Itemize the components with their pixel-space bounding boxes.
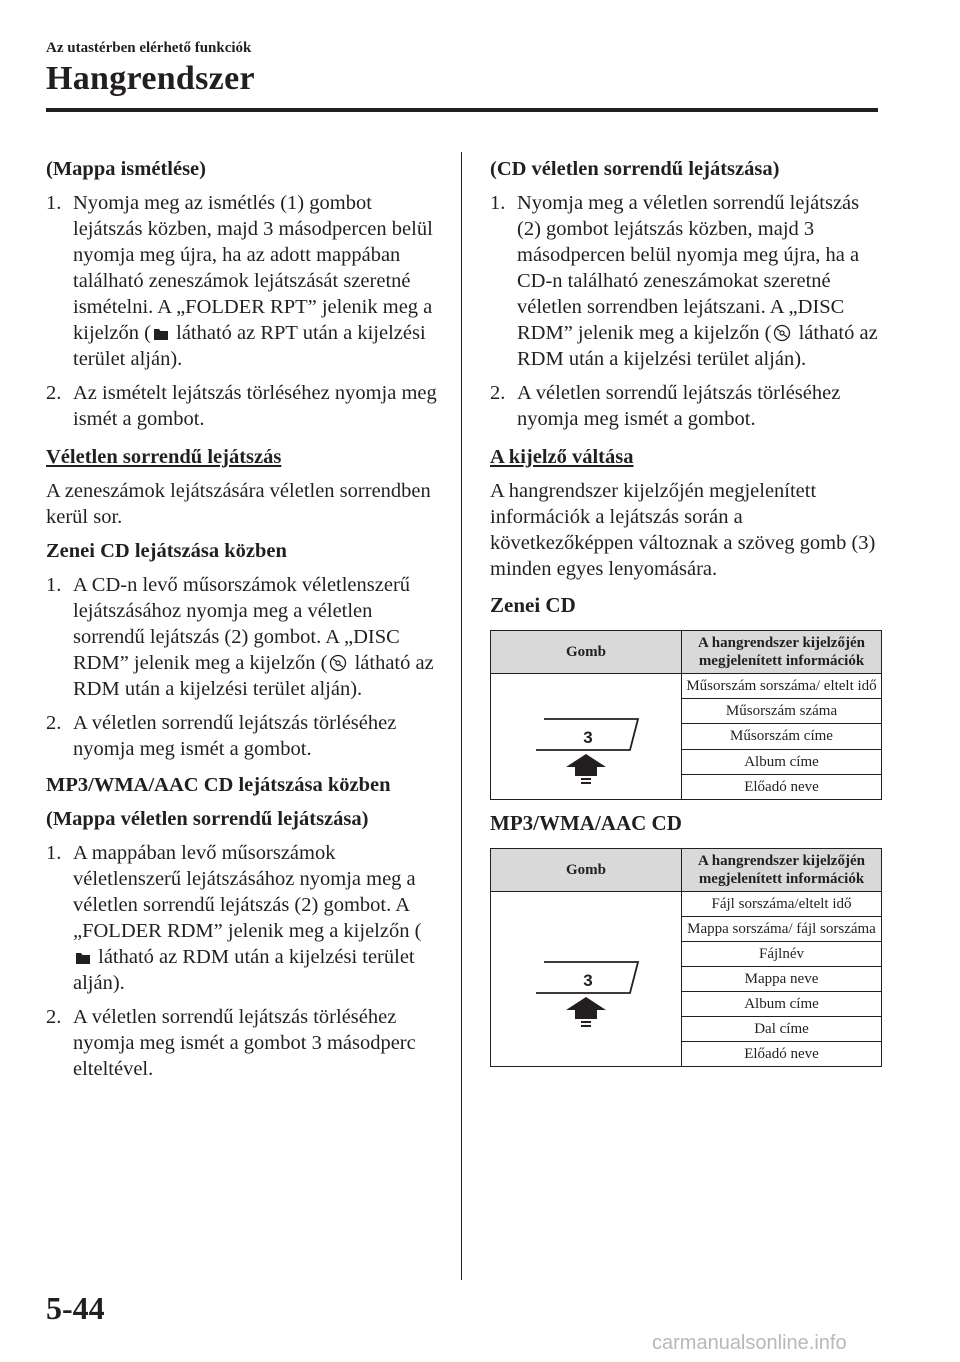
folder-repeat-step-2: [46, 380, 438, 432]
cd-random-step-1: [490, 190, 882, 372]
folder-icon: [153, 326, 169, 342]
table-cell: Mappa neve: [682, 967, 882, 992]
column-divider: [461, 152, 462, 1280]
table-cell: Dal címe: [682, 1017, 882, 1042]
table-cell: Album címe: [682, 749, 882, 774]
folder-icon: [75, 950, 91, 966]
table-cell: Album címe: [682, 992, 882, 1017]
table-header-info: A hangrendszer kijelzőjén megjelenített információk: [682, 631, 882, 674]
disc-icon: [773, 324, 791, 342]
folder-repeat-heading: (Mappa ismétlése): [46, 158, 206, 180]
button-illustration-cell: [491, 892, 682, 1067]
svg-text:3: 3: [583, 970, 593, 990]
display-switch-intro: A hangrendszer kijelzőjén megjelenített információk a lejátszás során a következőképpen változnak a szöveg gomb (3) minden egyes lenyomására.: [490, 480, 876, 580]
step-number: 2.: [46, 382, 62, 404]
step-text: Az ismételt lejátszás törléséhez nyomja meg ismét a gombot.: [73, 382, 437, 430]
page-title: Hangrendszer: [46, 60, 255, 97]
table-cell: Fájlnév: [682, 942, 882, 967]
table-header-button: Gomb: [491, 849, 682, 892]
table-cd: [490, 630, 882, 800]
disc-icon: [329, 654, 347, 672]
step-number: 2.: [46, 1006, 62, 1028]
table-mp3-label: MP3/WMA/AAC CD: [490, 811, 682, 835]
step-text: Nyomja meg az ismétlés (1) gombot lejátszás közben, majd 3 másodpercen belül nyomja meg újra, ha az adott mappában található zeneszámok lejátszását szeretné ismételni. A „FOLDER RPT” jelenik meg a kijelzőn ( látható az RPT után a kijelzési terület alján).: [73, 192, 433, 370]
text-button-illustration: [496, 917, 676, 1037]
table-cell: Műsorszám címe: [682, 724, 882, 749]
table-cd-label: Zenei CD: [490, 593, 576, 617]
step-text: Nyomja meg a véletlen sorrendű lejátszás (2) gombot lejátszás közben, majd 3 másodpercen belül nyomja meg újra, ha a CD-n található zeneszámokat szeretné véletlen sorrendben lejátszani. A „DISC RDM” jelenik meg a kijelzőn ( látható az RDM után a kijelzési terület alján).: [517, 192, 878, 370]
table-header-row: [491, 631, 882, 674]
table-cell: Mappa sorszáma/ fájl sorszáma: [682, 917, 882, 942]
table-cell: Műsorszám sorszáma/ eltelt idő: [682, 674, 882, 699]
table-header-button: Gomb: [491, 631, 682, 674]
step-number: 1.: [46, 192, 62, 214]
step-text: A véletlen sorrendű lejátszás törléséhez nyomja meg ismét a gombot.: [73, 712, 397, 760]
step-number: 1.: [46, 842, 62, 864]
folder-repeat-step-1: [46, 190, 438, 372]
mp3-heading: MP3/WMA/AAC CD lejátszása közben: [46, 774, 391, 796]
step-number: 2.: [46, 712, 62, 734]
step-text: A CD-n levő műsorszámok véletlenszerű lejátszásához nyomja meg a véletlen sorrendű lejátszás (2) gombot. A „DISC RDM” jelenik meg a kijelzőn ( látható az RDM után a kijelzési terület alján).: [73, 574, 434, 700]
step-number: 1.: [46, 574, 62, 596]
music-cd-step-2: [46, 710, 438, 762]
display-switch-heading: A kijelző váltása: [490, 446, 634, 468]
random-intro: A zeneszámok lejátszására véletlen sorrendben kerül sor.: [46, 480, 431, 528]
music-cd-heading: Zenei CD lejátszása közben: [46, 540, 287, 562]
table-cell: Előadó neve: [682, 774, 882, 799]
table-cell: Műsorszám száma: [682, 699, 882, 724]
music-cd-step-1: [46, 572, 438, 702]
press-arrow-icon: [566, 997, 606, 1027]
press-arrow-icon: [566, 754, 606, 784]
button-illustration-cell: [491, 674, 682, 800]
step-number: 1.: [490, 192, 506, 214]
step-text: A véletlen sorrendű lejátszás törléséhez nyomja meg ismét a gombot 3 másodperc elteltével.: [73, 1006, 416, 1080]
watermark: carmanualsonline.info: [652, 1332, 847, 1354]
random-heading: Véletlen sorrendű lejátszás: [46, 446, 282, 468]
step-text: A véletlen sorrendű lejátszás törléséhez nyomja meg ismét a gombot.: [517, 382, 841, 430]
table-cell: Előadó neve: [682, 1042, 882, 1067]
right-column: [490, 156, 882, 1077]
table-header-row: [491, 849, 882, 892]
cd-random-heading: (CD véletlen sorrendű lejátszása): [490, 158, 780, 180]
step-number: 2.: [490, 382, 506, 404]
mp3-subheading: (Mappa véletlen sorrendű lejátszása): [46, 808, 369, 830]
text-button-illustration: [496, 674, 676, 794]
mp3-step-2: [46, 1004, 438, 1082]
cd-random-step-2: [490, 380, 882, 432]
table-row: [491, 892, 882, 917]
table-mp3: [490, 848, 882, 1067]
table-header-info: A hangrendszer kijelzőjén megjelenített információk: [682, 849, 882, 892]
svg-text:3: 3: [583, 728, 593, 747]
page-number: 5-44: [46, 1290, 105, 1326]
table-row: [491, 674, 882, 699]
mp3-step-1: [46, 840, 438, 996]
table-cell: Fájl sorszáma/eltelt idő: [682, 892, 882, 917]
breadcrumb: Az utastérben elérhető funkciók: [46, 40, 252, 56]
step-text: A mappában levő műsorszámok véletlenszerű lejátszásához nyomja meg a véletlen sorrendű lejátszás (2) gombot. A „FOLDER RDM” jelenik meg a kijelzőn ( látható az RDM után a kijelzési terület alján).: [73, 842, 422, 994]
left-column: [46, 156, 438, 1090]
title-rule: [46, 108, 878, 112]
